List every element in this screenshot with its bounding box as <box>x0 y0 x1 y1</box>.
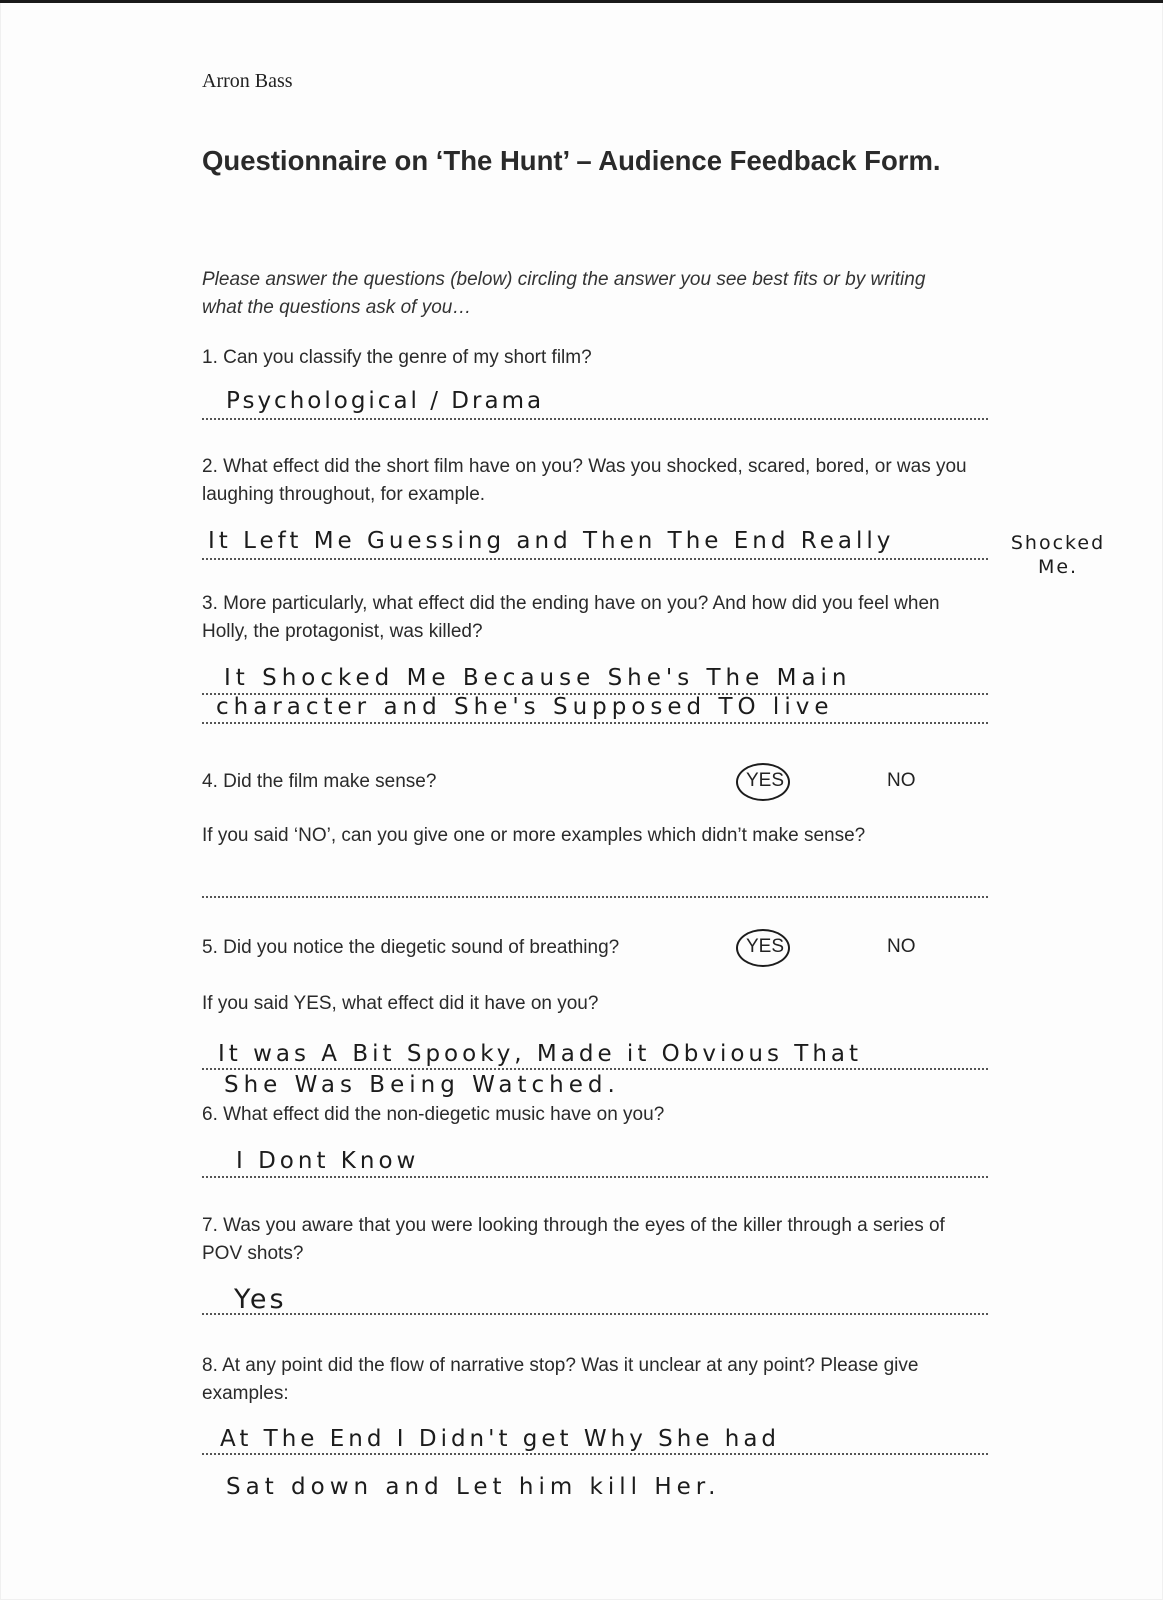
question-8: 8. At any point did the flow of narrative stop? Was it unclear at any point? Please give examples: <box>202 1355 919 1404</box>
answer-line <box>202 1176 988 1178</box>
answer-1-line-1: Psychological / Drama <box>226 388 545 414</box>
answer-6-line-1: I Dont Know <box>236 1148 420 1174</box>
answer-8-line-2: Sat down and Let him kill Her. <box>226 1474 721 1500</box>
question-5-followup: If you said YES, what effect did it have on you? <box>202 993 599 1014</box>
question-6: 6. What effect did the non-diegetic music have on you? <box>202 1104 665 1125</box>
answer-line <box>202 1068 988 1070</box>
answer-5-line-1: It was A Bit Spooky, Made it Obvious That <box>218 1041 863 1067</box>
answer-8-line-1: At The End I Didn't get Why She had <box>220 1426 781 1452</box>
question-4: 4. Did the film make sense? <box>202 771 437 792</box>
answer-2-line-2: Shocked Me. <box>1010 532 1106 578</box>
question-1: 1. Can you classify the genre of my short film? <box>202 347 592 368</box>
q4-yes-option[interactable]: YES <box>746 770 785 791</box>
answer-2-line-1: It Left Me Guessing and Then The End Really <box>208 528 895 554</box>
answer-3-line-1: It Shocked Me Because She's The Main <box>224 665 852 691</box>
q5-yes-option[interactable]: YES <box>746 936 785 957</box>
answer-7-line-1: Yes <box>234 1284 287 1315</box>
q5-no-option[interactable]: NO <box>887 936 916 957</box>
page-title: Questionnaire on ‘The Hunt’ – Audience Feedback Form. <box>202 145 941 176</box>
question-4-followup: If you said ‘NO’, can you give one or more examples which didn’t make sense? <box>202 825 866 846</box>
question-3: 3. More particularly, what effect did the ending have on you? And how did you feel when Holly, the protagonist, was killed? <box>202 593 940 642</box>
question-2: 2. What effect did the short film have on you? Was you shocked, scared, bored, or was you laughing throughout, for example. <box>202 456 967 505</box>
answer-line <box>202 418 988 420</box>
answer-5-line-2: She Was Being Watched. <box>224 1072 620 1098</box>
answer-line <box>202 1453 988 1455</box>
answer-3-line-2: character and She's Supposed TO live <box>216 694 834 720</box>
question-5: 5. Did you notice the diegetic sound of breathing? <box>202 937 620 958</box>
question-7: 7. Was you aware that you were looking through the eyes of the killer through a series of POV shots? <box>202 1215 945 1264</box>
answer-line <box>202 896 988 898</box>
answer-line <box>202 1313 988 1315</box>
instructions: Please answer the questions (below) circling the answer you see best fits or by writing what the questions ask of you… <box>202 269 926 318</box>
scan-edge <box>0 0 1163 3</box>
answer-line <box>202 722 988 724</box>
author-name: Arron Bass <box>202 70 293 92</box>
q4-no-option[interactable]: NO <box>887 770 916 791</box>
answer-line <box>202 558 988 560</box>
